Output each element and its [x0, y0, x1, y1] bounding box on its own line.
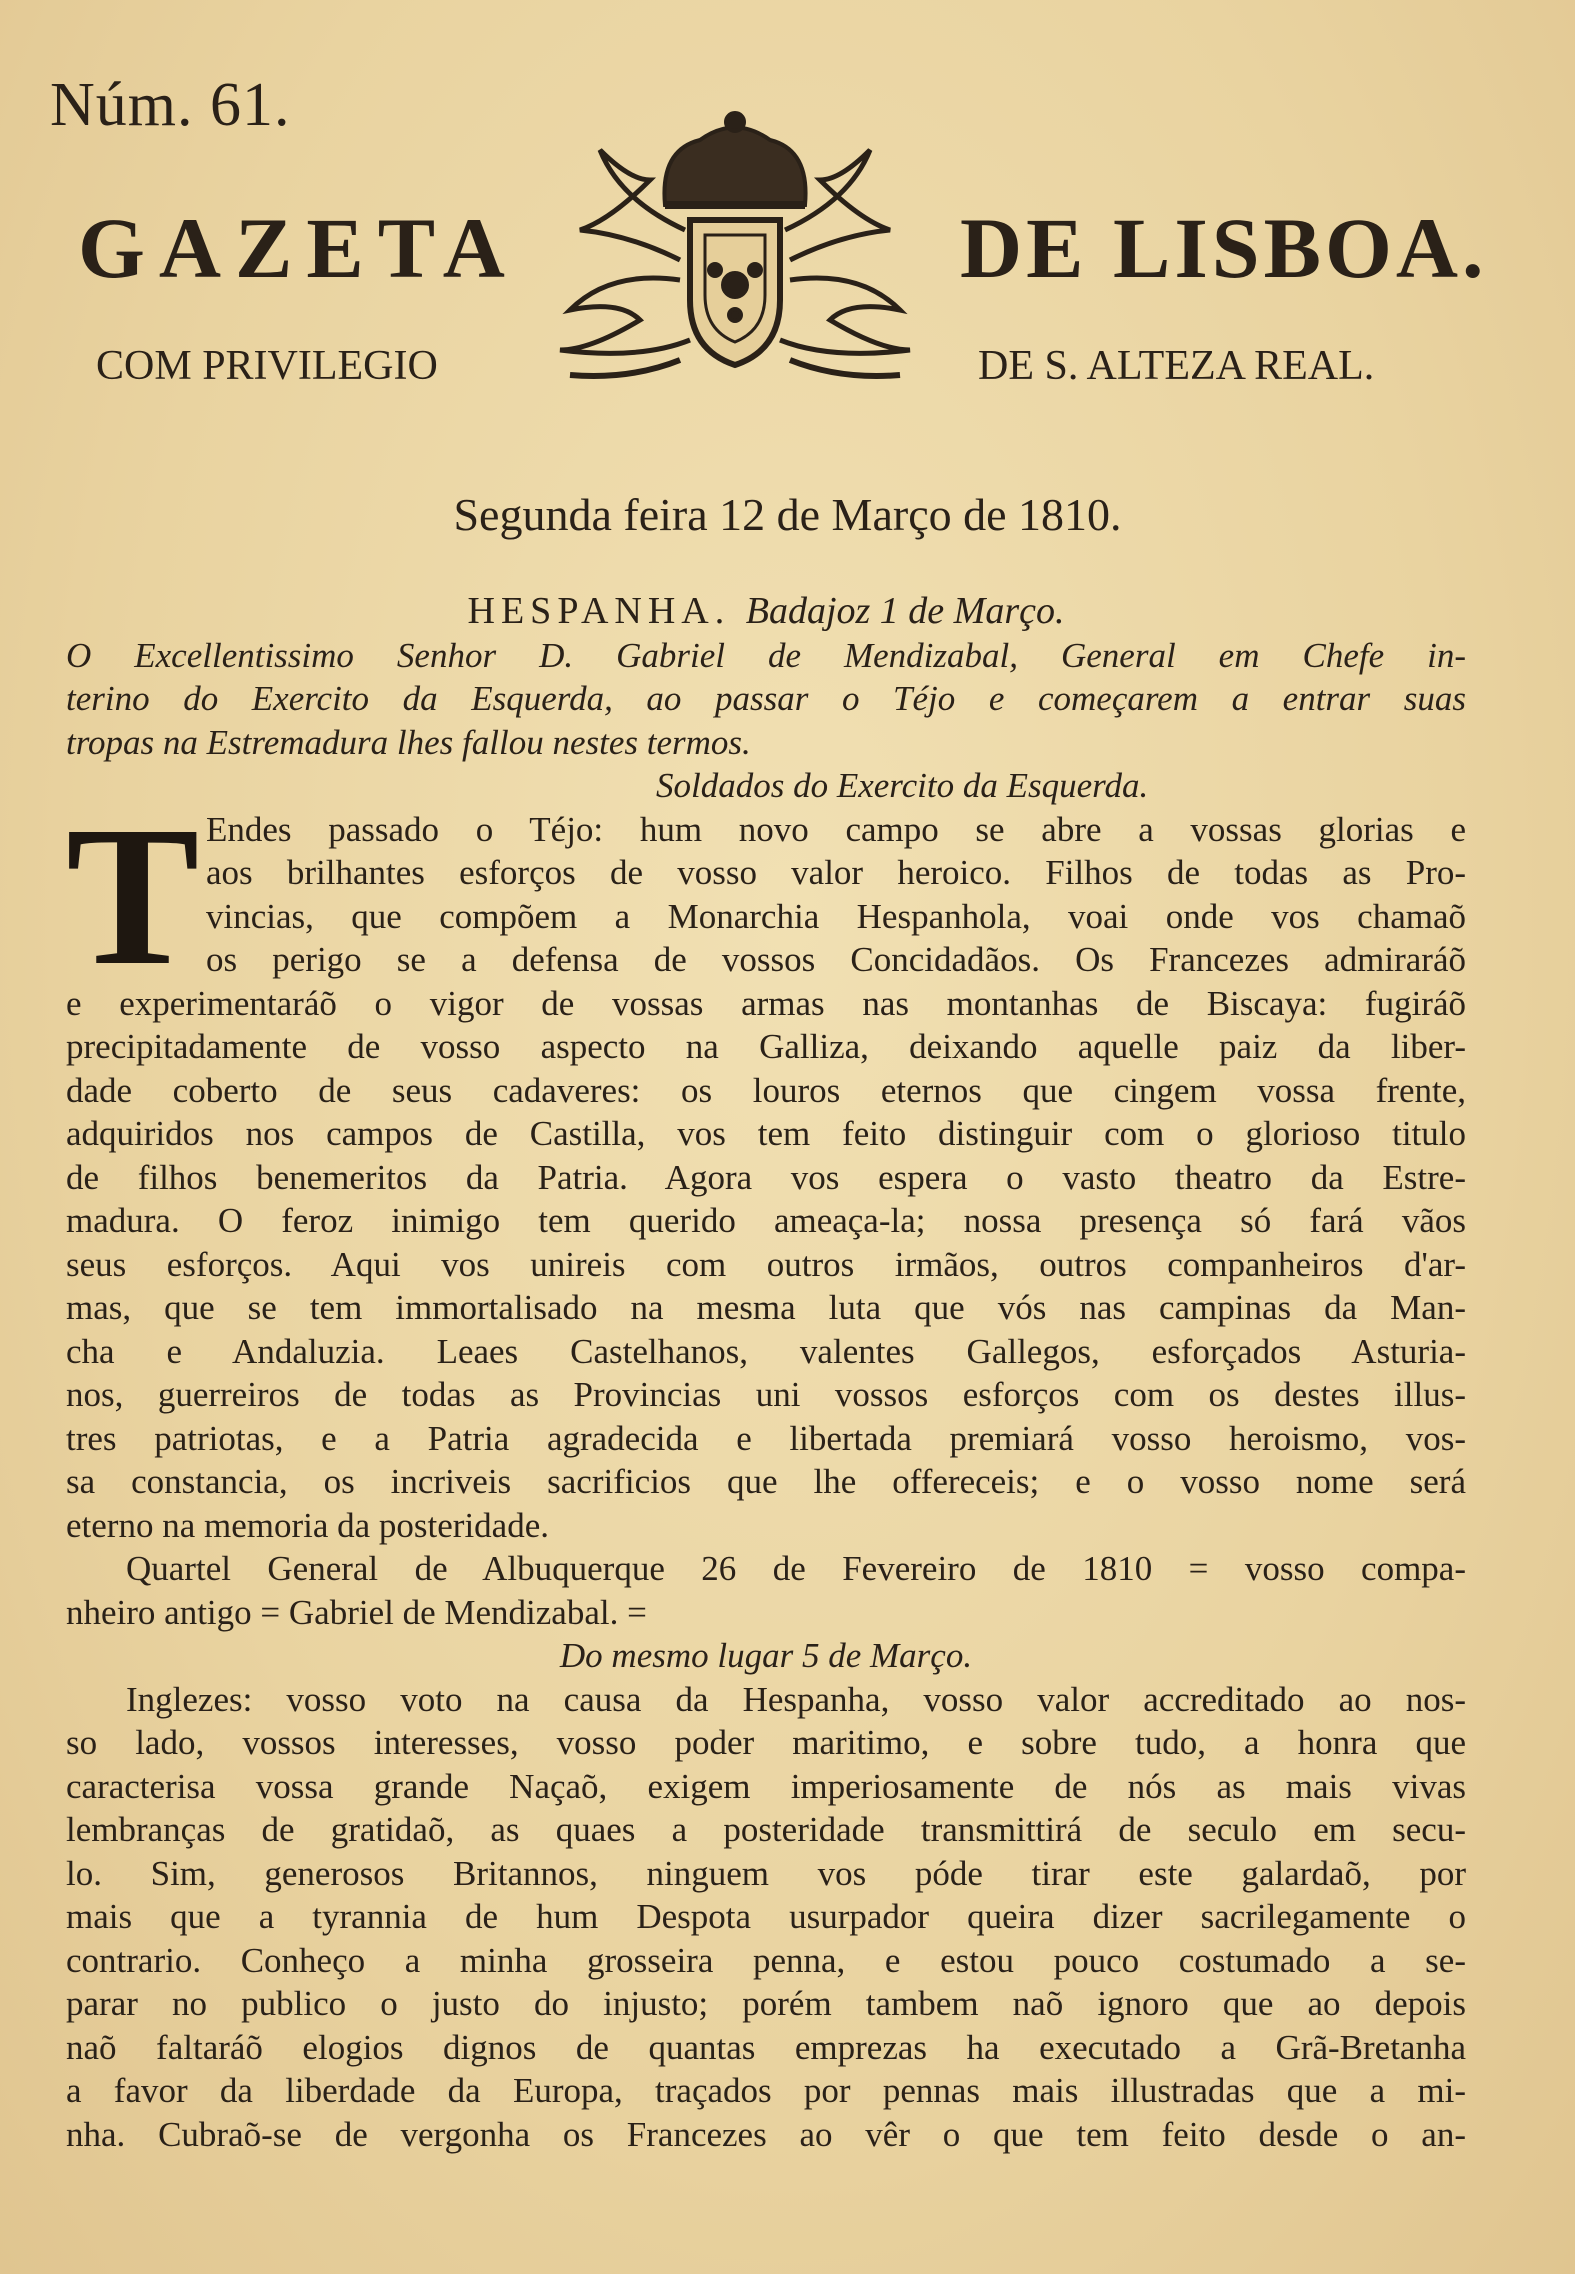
paragraph-line: adquiridos nos campos de Castilla, vos tem feito distinguir com o glorioso titulo	[66, 1114, 1466, 1153]
paragraph-line: dade coberto de seus cadaveres: os louros eternos que cingem vossa frente,	[66, 1070, 1466, 1110]
paragraph-line: precipitadamente de vosso aspecto na Galliza, deixando aquelle paiz da liber-	[66, 1027, 1466, 1066]
drop-cap: T	[66, 785, 200, 1007]
address-heading: Soldados do Exercito da Esquerda.	[656, 766, 1149, 805]
signature-line: nheiro antigo = Gabriel de Mendizabal. =	[66, 1592, 647, 1632]
article2-dateline: Do mesmo lugar 5 de Março.	[559, 1636, 973, 1675]
paragraph-line: nha. Cubraõ-se de vergonha os Francezes ao vêr o que tem feito desde o an-	[66, 2114, 1466, 2154]
paragraph-line: os perigo se a defensa de vossos Concidadãos. Os Francezes admiraráõ	[206, 940, 1466, 979]
intro-line: terino do Exercito da Esquerda, ao passar o Téjo e começarem a entrar suas	[66, 679, 1466, 718]
privilege-left: COM PRIVILEGIO	[96, 343, 438, 389]
paragraph-line: caracterisa vossa grande Naçaõ, exigem imperiosamente de nós as mais vivas	[66, 1766, 1466, 1806]
paragraph-line: cha e Andaluzia. Leaes Castelhanos, valentes Gallegos, esforçados Asturia-	[66, 1331, 1466, 1371]
paragraph-line: contrario. Conheço a minha grosseira penna, e estou pouco costumado a se-	[66, 1940, 1466, 1980]
paragraph-line: e experimentaráõ o vigor de vossas armas nas montanhas de Biscaya: fugiráõ	[66, 983, 1466, 1023]
paragraph-line: Inglezes: vosso voto na causa da Hespanha, vosso valor accreditado ao nos-	[126, 1679, 1466, 1719]
privilege-right: DE S. ALTEZA REAL.	[978, 343, 1375, 389]
article-dateline	[66, 590, 1466, 634]
masthead-title-left: GAZETA	[78, 200, 519, 296]
paragraph-line: so lado, vossos interesses, vosso poder maritimo, e sobre tudo, a honra que	[66, 1723, 1466, 1762]
issue-date: Segunda feira 12 de Março de 1810.	[453, 489, 1122, 540]
intro-line: tropas na Estremadura lhes fallou nestes termos.	[66, 722, 751, 762]
paragraph-line: parar no publico o justo do injusto; porém tambem naõ ignoro que ao depois	[66, 1984, 1466, 2023]
paragraph-line: seus esforços. Aqui vos unireis com outros irmãos, outros companheiros d'ar-	[66, 1244, 1466, 1284]
issue-number: Núm. 61.	[50, 71, 291, 139]
signature-line: Quartel General de Albuquerque 26 de Fevereiro de 1810 = vosso compa-	[126, 1549, 1466, 1588]
paragraph-line: vincias, que compõem a Monarchia Hespanhola, voai onde vos chamaõ	[206, 896, 1466, 936]
paragraph-line: aos brilhantes esforços de vosso valor heroico. Filhos de todas as Pro-	[206, 853, 1466, 892]
paragraph-line: mais que a tyrannia de hum Despota usurpador queira dizer sacrilegamente o	[66, 1897, 1466, 1936]
paragraph-line: lembranças de gratidaõ, as quaes a posteridade transmittirá de seculo em secu-	[66, 1810, 1466, 1849]
article-body	[66, 590, 1466, 2156]
paragraph-line: Endes passado o Téjo: hum novo campo se abre a vossas glorias e	[206, 809, 1466, 849]
paragraph-line: tres patriotas, e a Patria agradecida e libertada premiará vosso heroismo, vos-	[66, 1418, 1466, 1458]
paragraph-line: lo. Sim, generosos Britannos, ninguem vos póde tirar este galardaõ, por	[66, 1853, 1466, 1893]
dateline-country: HESPANHA.	[467, 590, 731, 632]
paragraph-line: eterno na memoria da posteridade.	[66, 1505, 549, 1545]
paragraph-line: a favor da liberdade da Europa, traçados por pennas mais illustradas que a mi-	[66, 2071, 1466, 2110]
paragraph-line: de filhos benemeritos da Patria. Agora vos espera o vasto theatro da Estre-	[66, 1157, 1466, 1197]
paragraph-line: sa constancia, os incriveis sacrificios que lhe offereceis; e o vosso nome será	[66, 1462, 1466, 1501]
paragraph-line: madura. O feroz inimigo tem querido ameaça-la; nossa presença só fará vãos	[66, 1201, 1466, 1240]
paragraph-line: naõ faltaráõ elogios dignos de quantas emprezas ha executado a Grã-Bretanha	[66, 2027, 1466, 2067]
dateline-place: Badajoz 1 de Março.	[745, 590, 1065, 632]
paragraph-line: nos, guerreiros de todas as Provincias uni vossos esforços com os destes illus-	[66, 1375, 1466, 1414]
paragraph-line: mas, que se tem immortalisado na mesma luta que vós nas campinas da Man-	[66, 1288, 1466, 1327]
intro-line: O Excellentissimo Senhor D. Gabriel de Mendizabal, General em Chefe in-	[66, 635, 1466, 675]
masthead-title-right: DE LISBOA.	[960, 200, 1488, 296]
royal-coat-of-arms-icon	[540, 110, 930, 410]
